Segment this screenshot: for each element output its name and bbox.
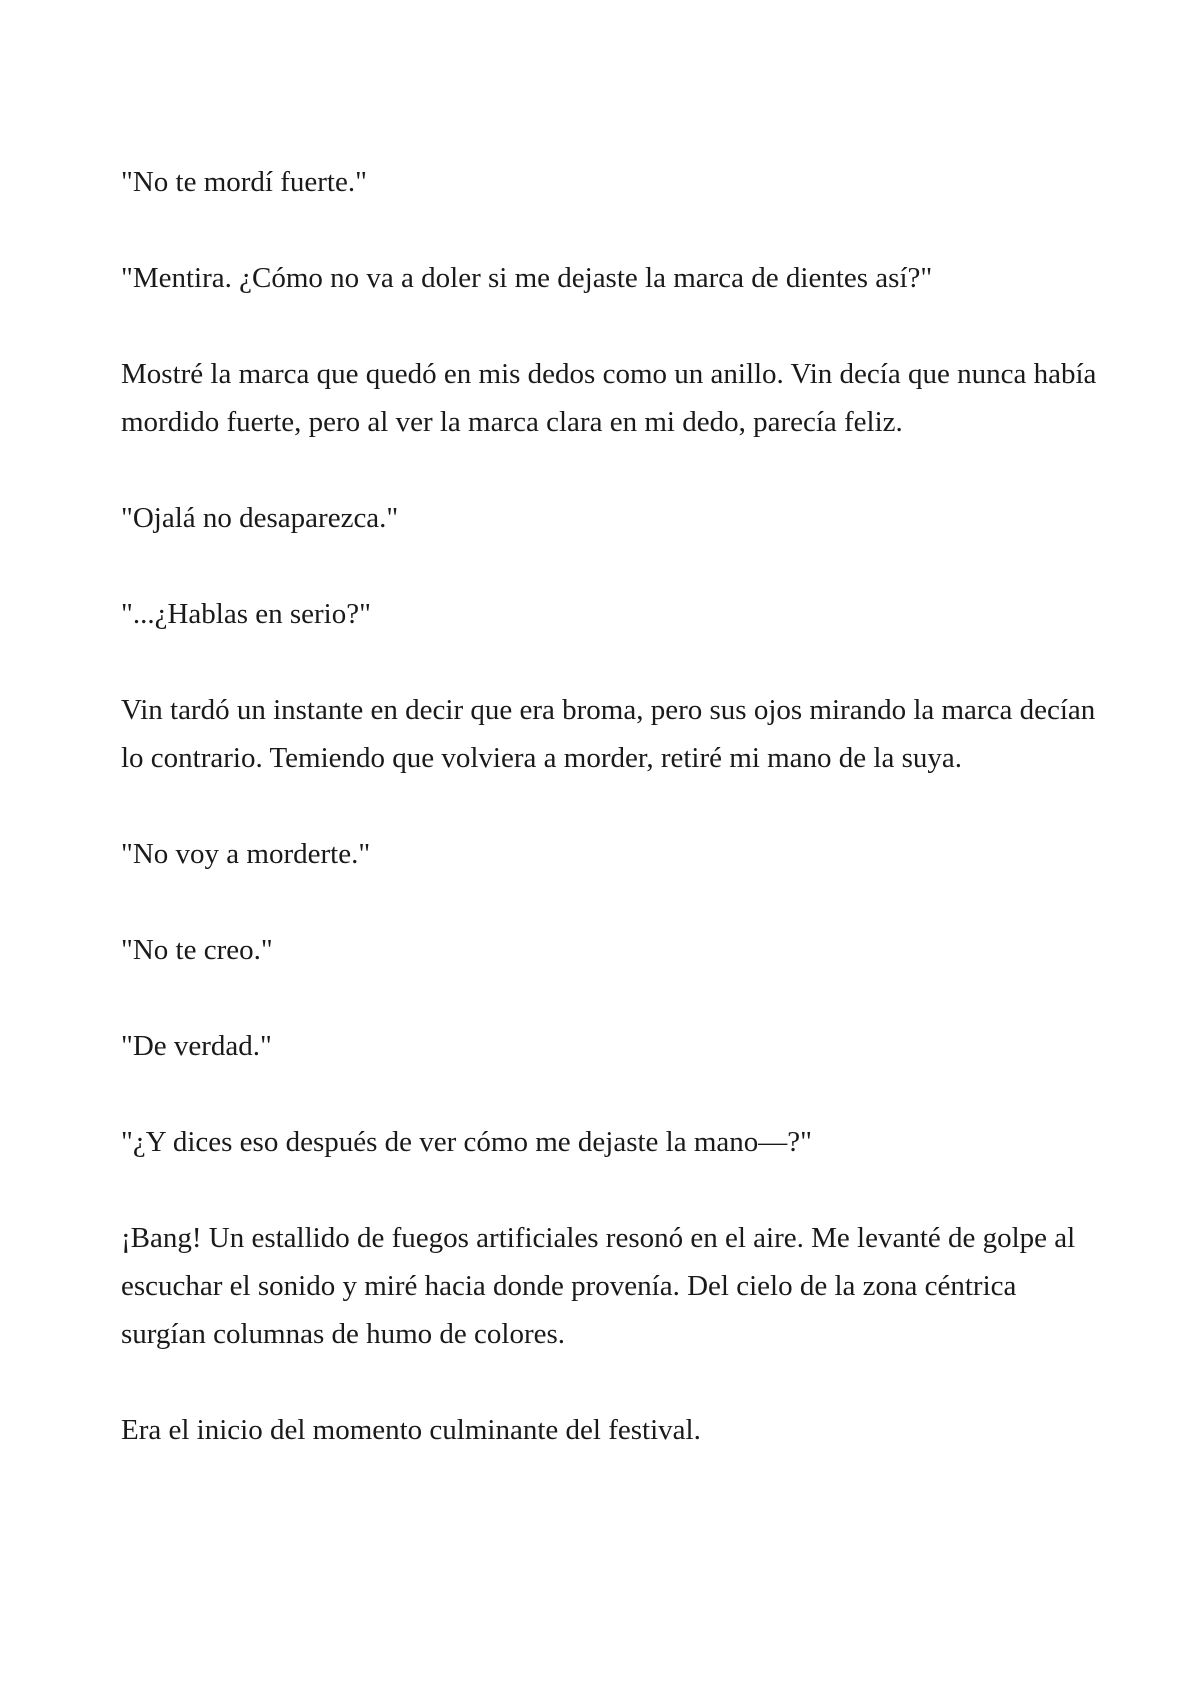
paragraph: Era el inicio del momento culminante del festival. <box>121 1414 701 1446</box>
paragraph: "No te mordí fuerte." <box>121 166 367 198</box>
paragraph: Mostré la marca que quedó en mis dedos como un anillo. Vin decía que nunca había mordido fuerte, pero al ver la marca clara en mi dedo, parecía feliz. <box>121 358 1097 438</box>
paragraph: ¡Bang! Un estallido de fuegos artificiales resonó en el aire. Me levanté de golpe al escuchar el sonido y miré hacia donde provenía. Del cielo de la zona céntrica surgían columnas de humo de colores. <box>121 1222 1076 1350</box>
document-body <box>121 158 1101 1502</box>
paragraph: "No te creo." <box>121 934 273 966</box>
paragraph: "No voy a morderte." <box>121 838 371 870</box>
paragraph: "Mentira. ¿Cómo no va a doler si me dejaste la marca de dientes así?" <box>121 262 933 294</box>
paragraph: "Ojalá no desaparezca." <box>121 502 399 534</box>
paragraph: "...¿Hablas en serio?" <box>121 598 371 630</box>
paragraph: "De verdad." <box>121 1030 272 1062</box>
paragraph: "¿Y dices eso después de ver cómo me dejaste la mano—?" <box>121 1126 812 1158</box>
paragraph: Vin tardó un instante en decir que era broma, pero sus ojos mirando la marca decían lo contrario. Temiendo que volviera a morder, retiré mi mano de la suya. <box>121 694 1096 774</box>
